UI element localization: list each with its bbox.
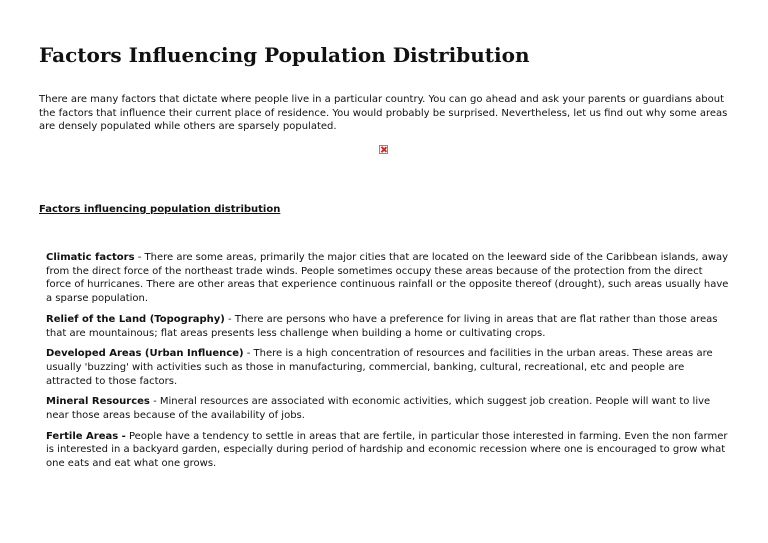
factor-item-relief [46, 313, 730, 340]
factor-text: People have a tendency to settle in areas that are fertile, in particular those interested in farming. Even the non farmer is interested in a backyard garden, especially during period of hardship and economic recession where one is encouraged to grow what one eats and eat what one grows. [46, 430, 728, 470]
factor-text: - There is a high concentration of resources and facilities in the urban areas. These areas are usually 'buzzing' with activities such as those in manufacturing, commercial, banking, cultural, recreational, etc and people are attracted to those factors. [46, 348, 713, 387]
factor-name: Mineral Resources [46, 396, 150, 408]
factor-item-fertile-areas [46, 430, 730, 471]
factor-list [46, 251, 730, 478]
intro-paragraph: There are many factors that dictate where people live in a particular country. You can go ahead and ask your parents or guardians about the factors that influence their current place of residence. You would probably be surprised. Nevertheless, let us find out why some areas are densely populated while others are sparsely populated. [39, 94, 728, 133]
page-title: Factors Influencing Population Distribution [39, 43, 530, 67]
factor-item-mineral-resources [46, 395, 730, 422]
factor-text: - Mineral resources are associated with economic activities, which suggest job creation. People will want to live near those areas because of the availability of jobs. [46, 396, 711, 422]
factor-item-developed-areas [46, 347, 730, 388]
factor-name: Developed Areas (Urban Influence) [46, 348, 244, 360]
factor-text: - There are some areas, primarily the major cities that are located on the leeward side of the Caribbean islands, away from the direct force of the northeast trade winds. People sometimes occupy these areas because of the protection from the direct force of hurricanes. There are other areas that experience continuous rainfall or the opposite thereof (drought), such areas usually have a sparse population. [46, 252, 729, 305]
broken-image-icon [379, 145, 388, 154]
factor-name: Fertile Areas - [46, 430, 126, 442]
factor-name: Relief of the Land (Topography) [46, 313, 225, 325]
factor-item-climatic [46, 251, 730, 306]
section-subheading: Factors influencing population distribution [39, 204, 281, 215]
factor-text: - There are persons who have a preference for living in areas that are flat rather than those areas that are mountainous; flat areas presents less challenge when building a home or cultivating crops. [46, 313, 718, 339]
factor-name: Climatic factors [46, 252, 135, 263]
